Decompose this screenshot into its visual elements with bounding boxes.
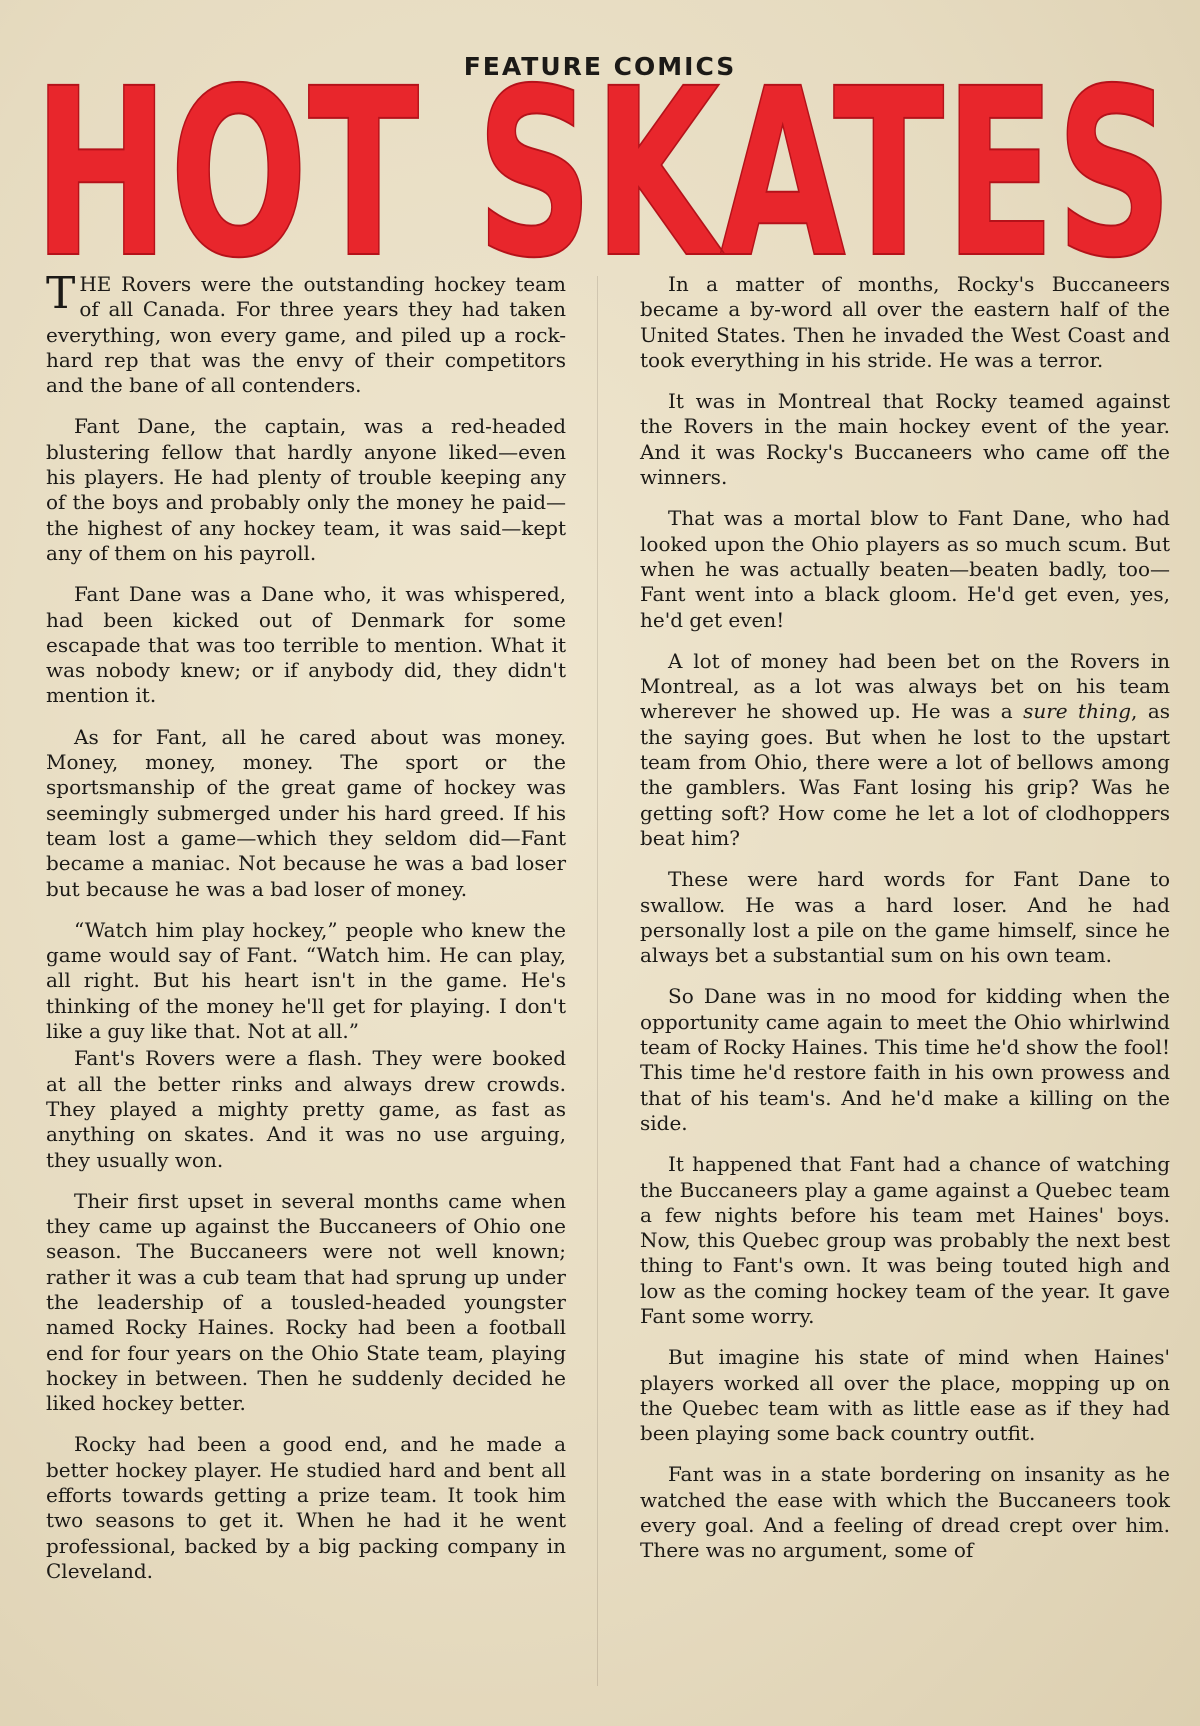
left-paragraph-5: “Watch him play hockey,” people who knew the game would say of Fant. “Watch him. He can play, all right. But his heart isn't in the game. He's thinking of the money he'll get for playing. I don't like a guy like that. Not at all.”: [46, 917, 566, 1044]
left-paragraph-6: Fant's Rovers were a flash. They were booked at all the better rinks and always drew crowds. They played a mighty pretty game, as fast as anything on skates. And it was no use arguing, they usually won.: [46, 1046, 566, 1172]
story-title: [28, 78, 1178, 268]
right-column: [640, 272, 1170, 1580]
left-paragraph-2: Fant Dane, the captain, was a red-headed blustering fellow that hardly anyone liked—even his players. He had plenty of trouble keeping any of the boys and probably only the money he paid—the highest of any hockey team, it was said—kept any of them on his payroll.: [46, 414, 566, 565]
left-paragraph-1: THE Rovers were the outstanding hockey team of all Canada. For three years they had taken everything, won every game, and piled up a rock-hard rep that was the envy of their competitors and the bane of all contenders.: [46, 268, 566, 398]
series-header: FEATURE COMICS: [463, 52, 737, 81]
right-paragraph-6: So Dane was in no mood for kidding when the opportunity came again to meet the Ohio whirlwind team of Rocky Haines. This time he'd show the fool! This time he'd restore faith in his own prowess and that of his team's. And he'd make a killing on the side.: [640, 984, 1170, 1135]
left-paragraph-4: As for Fant, all he cared about was money. Money, money, money. The sport or the sportsmanship of the great game of hockey was seemingly submerged under his hard greed. If his team lost a game—which they seldom did—Fant became a maniac. Not because he was a bad loser but because he was a bad loser of money.: [46, 724, 566, 901]
left-paragraph-7: Their first upset in several months came when they came up against the Buccaneers of Ohio one season. The Buccaneers were not well known; rather it was a cub team that had sprung up under the leadership of a tousled-headed youngster named Rocky Haines. Rocky had been a football end for four years on the Ohio State team, playing hockey in between. Then he suddenly decided he liked hockey better.: [46, 1188, 566, 1416]
right-paragraph-1: In a matter of months, Rocky's Buccaneers became a by-word all over the eastern half of the United States. Then he invaded the West Coast and took everything in his stride. He was a terror.: [640, 272, 1170, 372]
right-paragraph-2: It was in Montreal that Rocky teamed against the Rovers in the main hockey event of the year. And it was Rocky's Buccaneers who came off the winners.: [640, 389, 1170, 490]
story-title-text: HOT SKATES: [33, 78, 1173, 268]
left-paragraph-8: Rocky had been a good end, and he made a better hockey player. He studied hard and bent all efforts towards getting a prize team. It took him two seasons to get it. When he had it he went professional, backed by a big packing company in Cleveland.: [46, 1432, 566, 1583]
story-title-graphic: [28, 78, 1178, 268]
left-column: [46, 268, 566, 1600]
column-divider: [597, 276, 598, 1686]
right-paragraph-9: Fant was in a state bordering on insanity as he watched the ease with which the Buccaneers took every goal. And a feeling of dread crept over him. There was no argument, some of: [640, 1462, 1170, 1563]
right-paragraph-5: These were hard words for Fant Dane to swallow. He was a hard loser. And he had personally lost a pile on the game himself, since he always bet a substantial sum on his own team.: [640, 867, 1170, 968]
right-paragraph-4: A lot of money had been bet on the Rovers in Montreal, as a lot was always bet on his team wherever he showed up. He was a sure thing, as the saying goes. But when he lost to the upstart team from Ohio, there were a lot of bellows among the gamblers. Was Fant losing his grip? Was he getting soft? How come he let a lot of clodhoppers beat him?: [640, 648, 1171, 850]
drop-cap: T: [46, 268, 76, 319]
right-paragraph-7: It happened that Fant had a chance of watching the Buccaneers play a game against a Quebec team a few nights before his team met Haines' boys. Now, this Quebec group was probably the next best thing to Fant's own. It was being touted high and low as the coming hockey team of the year. It gave Fant some worry.: [640, 1152, 1170, 1328]
right-paragraph-8: But imagine his state of mind when Haines' players worked all over the place, mopping up on the Quebec team with as little ease as if they had been playing some back country outfit.: [640, 1345, 1170, 1446]
left-paragraph-3: Fant Dane was a Dane who, it was whispered, had been kicked out of Denmark for some escapade that was too terrible to mention. What it was nobody knew; or if anybody did, they didn't mention it.: [46, 582, 566, 708]
right-paragraph-3: That was a mortal blow to Fant Dane, who had looked upon the Ohio players as so much scum. But when he was actually beaten—beaten badly, too—Fant went into a black gloom. He'd get even, yes, he'd get even!: [640, 506, 1170, 632]
